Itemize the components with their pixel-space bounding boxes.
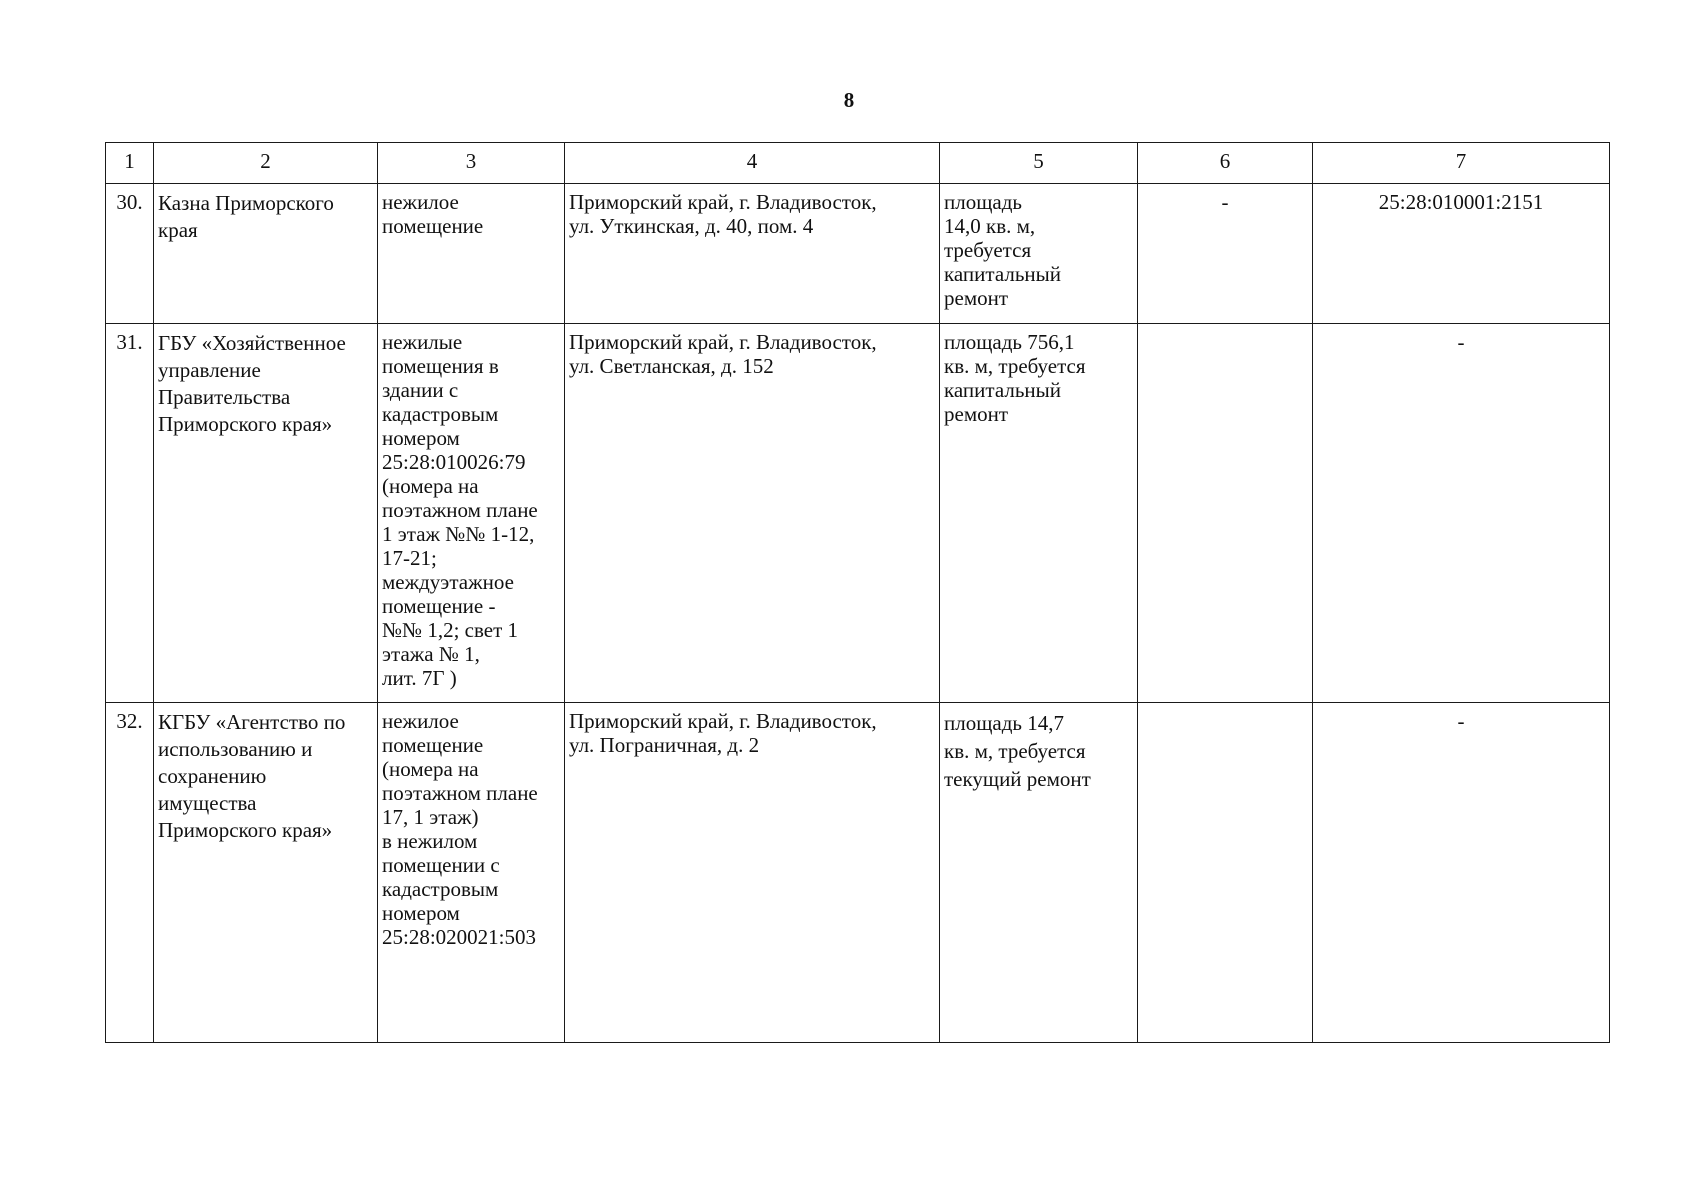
object-cell: нежилое помещение (номера на поэтажном плане 17, 1 этаж) в нежилом помещении с кадастровым номером 25:28:020021:503	[378, 703, 565, 1043]
column-header: 3	[378, 143, 565, 184]
row-number: 30.	[106, 184, 154, 324]
row-number: 31.	[106, 324, 154, 703]
table-row	[106, 324, 1610, 703]
property-table	[105, 142, 1610, 1043]
object-cell: нежилые помещения в здании с кадастровым номером 25:28:010026:79 (номера на поэтажном плане 1 этаж №№ 1-12, 17-21; междуэтажное помещение - №№ 1,2; свет 1 этажа № 1, лит. 7Г )	[378, 324, 565, 703]
column-header: 4	[565, 143, 940, 184]
table-header-row	[106, 143, 1610, 184]
address-cell: Приморский край, г. Владивосток, ул. Светланская, д. 152	[565, 324, 940, 703]
page-number: 8	[843, 88, 855, 112]
column-header: 5	[940, 143, 1138, 184]
column-header: 7	[1313, 143, 1610, 184]
address-cell: Приморский край, г. Владивосток, ул. Уткинская, д. 40, пом. 4	[565, 184, 940, 324]
column-6-cell	[1138, 324, 1313, 703]
column-6-cell	[1138, 703, 1313, 1043]
address-cell: Приморский край, г. Владивосток, ул. Пограничная, д. 2	[565, 703, 940, 1043]
cadastral-number-cell: -	[1313, 324, 1610, 703]
object-cell: нежилое помещение	[378, 184, 565, 324]
condition-cell: площадь 756,1 кв. м, требуется капитальный ремонт	[940, 324, 1138, 703]
owner-cell: КГБУ «Агентство по использованию и сохранению имущества Приморского края»	[154, 703, 378, 1043]
column-header: 6	[1138, 143, 1313, 184]
cadastral-number-cell: 25:28:010001:2151	[1313, 184, 1610, 324]
column-header: 1	[106, 143, 154, 184]
condition-cell: площадь 14,0 кв. м, требуется капитальный ремонт	[940, 184, 1138, 324]
condition-cell: площадь 14,7 кв. м, требуется текущий ремонт	[940, 703, 1138, 1043]
column-header: 2	[154, 143, 378, 184]
owner-cell: Казна Приморского края	[154, 184, 378, 324]
row-number: 32.	[106, 703, 154, 1043]
column-6-cell: -	[1138, 184, 1313, 324]
table-row	[106, 184, 1610, 324]
cadastral-number-cell: -	[1313, 703, 1610, 1043]
owner-cell: ГБУ «Хозяйственное управление Правительства Приморского края»	[154, 324, 378, 703]
table-row	[106, 703, 1610, 1043]
